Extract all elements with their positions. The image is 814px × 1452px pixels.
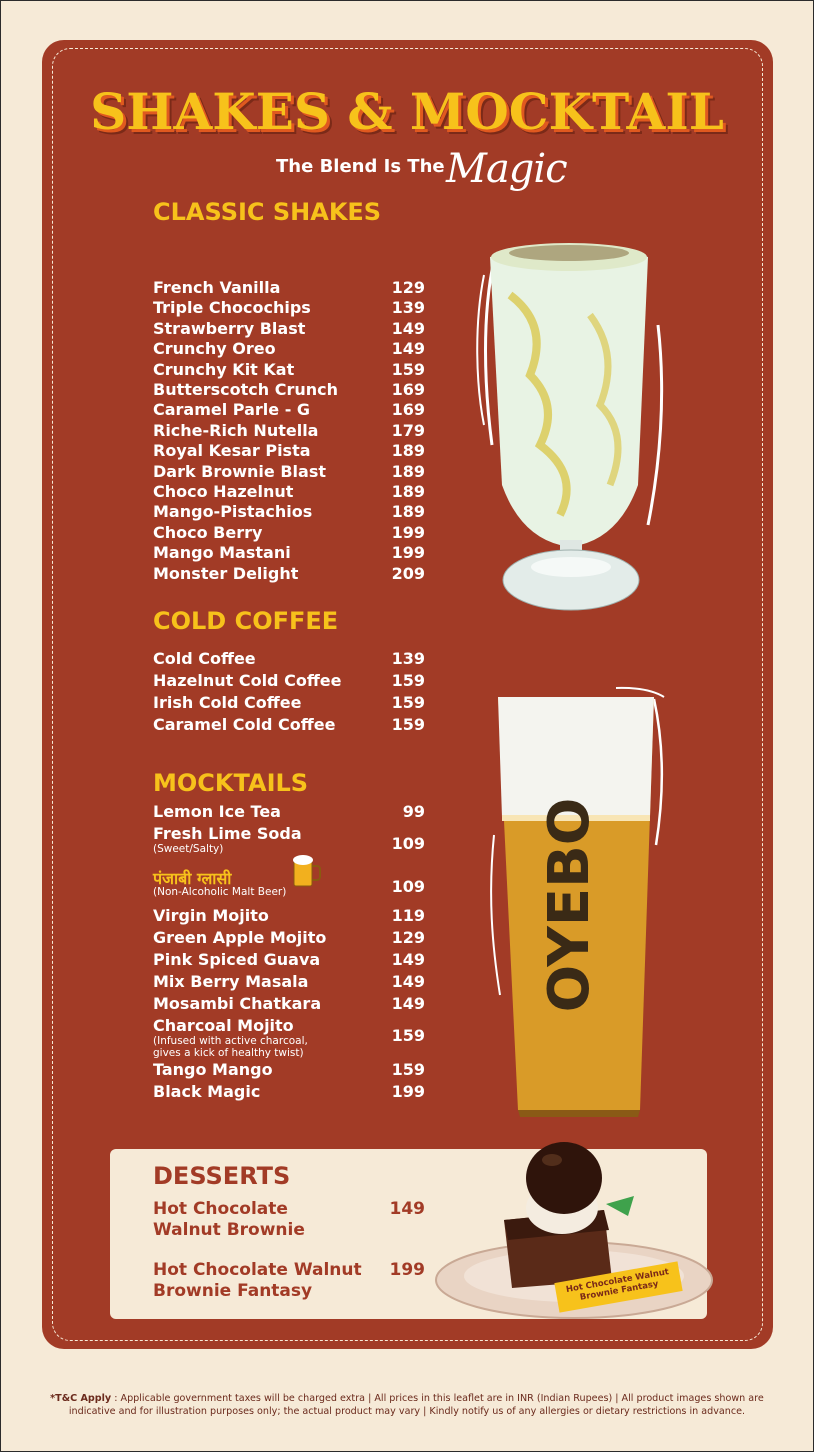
section-title-mocktails: MOCKTAILS	[153, 769, 309, 797]
menu-item-name: Charcoal Mojito	[153, 1016, 294, 1035]
menu-title: SHAKES & MOCKTAIL	[90, 82, 724, 141]
menu-item-price: 99	[402, 802, 425, 821]
menu-item-name: Mango-Pistachios	[153, 502, 313, 522]
oyebo-glass-image	[488, 685, 670, 1125]
menu-item-name: Riche-Rich Nutella	[153, 420, 319, 440]
menu-item-row	[153, 278, 425, 298]
menu-item-name: Cold Coffee	[153, 649, 256, 668]
menu-item-name: Choco Berry	[153, 522, 263, 542]
section-title-desserts: DESSERTS	[153, 1162, 291, 1190]
menu-item-name: Pink Spiced Guava	[153, 950, 321, 969]
menu-item-price: 189	[391, 461, 425, 481]
menu-item-name: Crunchy Oreo	[153, 339, 276, 359]
menu-item-price: 159	[391, 715, 425, 734]
menu-item-price: 159	[391, 693, 425, 712]
menu-item-price: 209	[391, 563, 425, 583]
menu-item-name: Lemon Ice Tea	[153, 802, 281, 821]
menu-item-row	[153, 319, 425, 339]
menu-item-name: Choco Hazelnut	[153, 482, 294, 501]
menu-item-note: (Sweet/Salty)	[153, 843, 224, 855]
menu-item-name: Mango Mastani	[153, 543, 291, 563]
tagline-plain: The Blend Is The	[276, 156, 445, 177]
menu-item-row	[153, 693, 425, 713]
dessert-item-name: Hot Chocolate Walnut Brownie	[153, 1199, 305, 1240]
menu-item-price: 159	[391, 1026, 425, 1045]
menu-item-name: Black Magic	[153, 1082, 261, 1101]
menu-item-price: 149	[391, 994, 425, 1013]
terms-footer	[40, 1392, 774, 1418]
menu-item-row	[153, 421, 425, 441]
menu-item-name: पंजाबी ग्लासी	[153, 869, 232, 888]
tc-text: : Applicable government taxes will be charged extra | All prices in this leaflet are in INR (Indian Rupees) | All product images shown are indicative and for illustration purposes only; the actual product may vary | Kindly notify us of any allergies or dietary restrictions in advance.	[68, 1393, 764, 1417]
menu-item-row	[153, 543, 425, 563]
menu-item-row	[153, 564, 425, 584]
menu-item-row	[153, 671, 425, 691]
menu-item-row	[153, 1060, 425, 1080]
menu-item-price: 129	[391, 928, 425, 947]
menu-item-row	[153, 972, 425, 992]
menu-item-row	[153, 482, 425, 502]
menu-item-row	[153, 400, 425, 420]
menu-item-row	[153, 867, 425, 898]
menu-item-price: 159	[391, 1060, 425, 1079]
menu-item-row	[153, 950, 425, 970]
menu-item-name: Mosambi Chatkara	[153, 994, 322, 1013]
beer-mug-icon	[291, 852, 321, 888]
dessert-item-name: Hot Chocolate Walnut Brownie Fantasy	[153, 1260, 362, 1301]
dessert-item-price: 199	[389, 1260, 425, 1280]
menu-item-price: 189	[391, 441, 425, 461]
menu-item-name: Strawberry Blast	[153, 318, 306, 338]
menu-item-row	[153, 906, 425, 926]
menu-item-price: 199	[391, 543, 425, 563]
menu-item-note: (Infused with active charcoal,	[153, 1035, 308, 1047]
tagline-script: Magic	[446, 146, 567, 192]
menu-item-row	[153, 994, 425, 1014]
section-title-cold-coffee: COLD COFFEE	[153, 607, 339, 635]
menu-item-price: 149	[391, 950, 425, 969]
menu-item-row	[153, 928, 425, 948]
menu-item-row	[153, 339, 425, 359]
menu-item-price: 139	[391, 298, 425, 318]
menu-item-note: (Non-Alcoholic Malt Beer)	[153, 886, 287, 898]
menu-item-row	[153, 441, 425, 461]
menu-item-price: 149	[391, 972, 425, 991]
dessert-item-price: 149	[389, 1199, 425, 1219]
menu-item-name: Tango Mango	[153, 1060, 273, 1079]
menu-item-row	[153, 802, 425, 822]
menu-item-row	[153, 1016, 425, 1059]
menu-item-row	[153, 298, 425, 318]
menu-item-price: 169	[391, 400, 425, 420]
tc-label: *T&C Apply	[50, 1393, 112, 1404]
menu-item-row	[153, 715, 425, 735]
menu-item-name: French Vanilla	[153, 278, 281, 297]
menu-item-price: 149	[391, 339, 425, 359]
menu-item-name: Caramel Cold Coffee	[153, 715, 336, 734]
menu-item-row	[153, 1082, 425, 1102]
menu-item-price: 139	[391, 649, 425, 668]
menu-item-price: 169	[391, 380, 425, 399]
menu-item-price: 109	[391, 877, 425, 896]
menu-item-row	[153, 523, 425, 543]
menu-item-price: 119	[391, 906, 425, 925]
menu-item-row	[153, 380, 425, 400]
menu-item-price: 189	[391, 482, 425, 501]
menu-item-name: Virgin Mojito	[153, 906, 269, 925]
tagline	[276, 146, 576, 206]
menu-item-price: 159	[391, 671, 425, 690]
menu-item-row	[153, 360, 425, 380]
menu-item-name: Mix Berry Masala	[153, 972, 309, 991]
menu-item-row	[153, 824, 425, 855]
menu-item-price: 189	[391, 502, 425, 522]
glass-brand-text: OYEBO	[537, 797, 602, 1013]
menu-item-price: 199	[391, 1082, 425, 1101]
menu-item-price: 109	[391, 834, 425, 853]
menu-item-note: gives a kick of healthy twist)	[153, 1047, 304, 1059]
section-title-classic-shakes: CLASSIC SHAKES	[153, 198, 382, 226]
menu-item-name: Royal Kesar Pista	[153, 441, 311, 461]
milkshake-glass-image	[470, 235, 670, 620]
menu-item-name: Green Apple Mojito	[153, 928, 327, 947]
menu-item-row	[153, 502, 425, 522]
menu-item-name: Butterscotch Crunch	[153, 380, 339, 399]
menu-item-name: Caramel Parle - G	[153, 400, 311, 420]
menu-item-row	[153, 649, 425, 669]
menu-item-name: Dark Brownie Blast	[153, 461, 326, 481]
menu-item-price: 179	[391, 420, 425, 440]
menu-item-price: 199	[391, 522, 425, 542]
menu-item-name: Monster Delight	[153, 563, 299, 583]
dish-label-badge: Hot Chocolate Walnut Brownie Fantasy	[554, 1261, 682, 1312]
menu-item-price: 129	[391, 278, 425, 297]
menu-item-name: Crunchy Kit Kat	[153, 359, 295, 379]
menu-item-name: Irish Cold Coffee	[153, 693, 302, 712]
menu-item-price: 159	[391, 359, 425, 379]
menu-item-row	[153, 462, 425, 482]
menu-item-name: Hazelnut Cold Coffee	[153, 671, 342, 690]
menu-item-price: 149	[391, 318, 425, 338]
menu-item-name: Triple Chocochips	[153, 298, 311, 318]
menu-item-name: Fresh Lime Soda	[153, 824, 302, 843]
